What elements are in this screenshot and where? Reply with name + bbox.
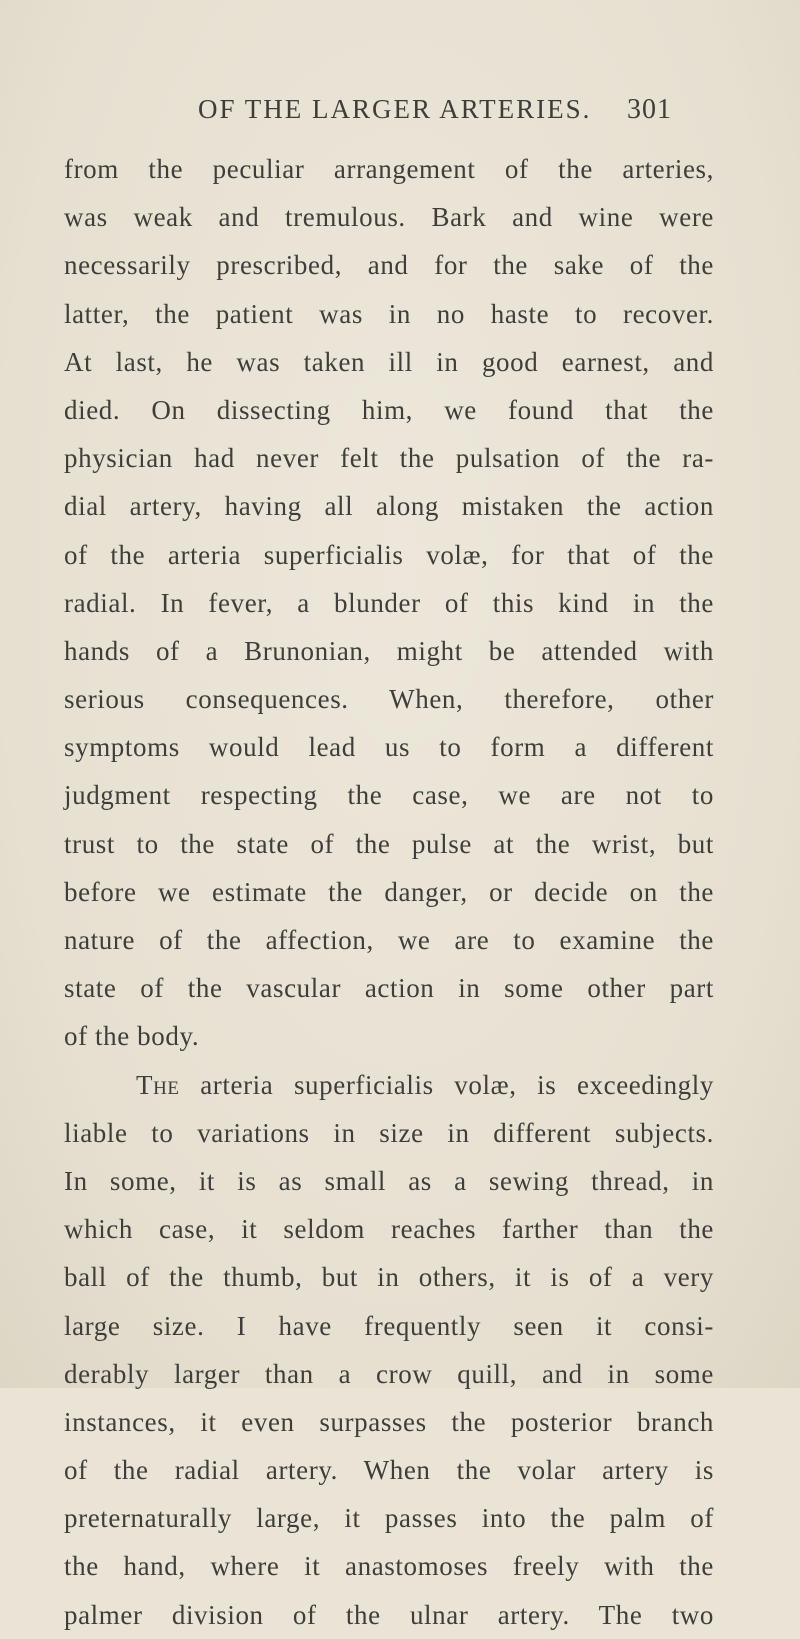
text-line: dial artery, having all along mistaken the action [64, 491, 714, 522]
text-line: radial. In fever, a blunder of this kind in the [64, 587, 714, 618]
text-line: derably larger than a crow quill, and in some [64, 1358, 714, 1389]
text-line: hands of a Brunonian, might be attended with [64, 635, 714, 666]
text-line: large size. I have frequently seen it consi- [64, 1310, 714, 1341]
text-line: the hand, where it anastomoses freely with the [64, 1551, 714, 1582]
page-header [0, 94, 800, 134]
body-text [64, 145, 714, 1639]
text-line: liable to variations in size in different subjects. [64, 1117, 714, 1148]
text-line: trust to the state of the pulse at the wrist, but [64, 828, 714, 859]
text-line: preternaturally large, it passes into the palm of [64, 1503, 714, 1534]
paragraph-end-line: of the body. [64, 1021, 200, 1052]
text-line: serious consequences. When, therefore, other [64, 684, 714, 715]
text-line: judgment respecting the case, we are not to [64, 780, 714, 811]
page-number: 301 [627, 94, 672, 125]
text-line: latter, the patient was in no haste to recover. [64, 298, 714, 329]
text-line-rest: arteria superficialis volæ, is exceedingly [200, 1069, 714, 1100]
text-line: ball of the thumb, but in others, it is of a very [64, 1262, 714, 1293]
running-title: OF THE LARGER ARTERIES. [198, 94, 592, 124]
text-line: physician had never felt the pulsation of the ra- [64, 443, 714, 474]
text-line: state of the vascular action in some other part [64, 973, 714, 1004]
paragraph-start-line [64, 1061, 714, 1109]
paragraph-lead-word: The [136, 1069, 180, 1100]
text-line: was weak and tremulous. Bark and wine were [64, 202, 714, 233]
text-line: necessarily prescribed, and for the sake of the [64, 250, 714, 281]
text-line: of the arteria superficialis volæ, for that of the [64, 539, 714, 570]
text-line: instances, it even surpasses the posterior branch [64, 1406, 714, 1437]
text-line: which case, it seldom reaches farther than the [64, 1214, 714, 1245]
text-line: of the radial artery. When the volar artery is [64, 1455, 714, 1486]
text-line: symptoms would lead us to form a different [64, 732, 714, 763]
text-line: from the peculiar arrangement of the arteries, [64, 154, 714, 184]
text-line: palmer division of the ulnar artery. The two [64, 1599, 714, 1630]
text-line: At last, he was taken ill in good earnest, and [64, 346, 714, 377]
text-line: before we estimate the danger, or decide on the [64, 876, 714, 907]
text-line: died. On dissecting him, we found that the [64, 394, 714, 425]
text-line: nature of the affection, we are to examine the [64, 925, 714, 955]
text-line: In some, it is as small as a sewing thread, in [64, 1165, 714, 1196]
